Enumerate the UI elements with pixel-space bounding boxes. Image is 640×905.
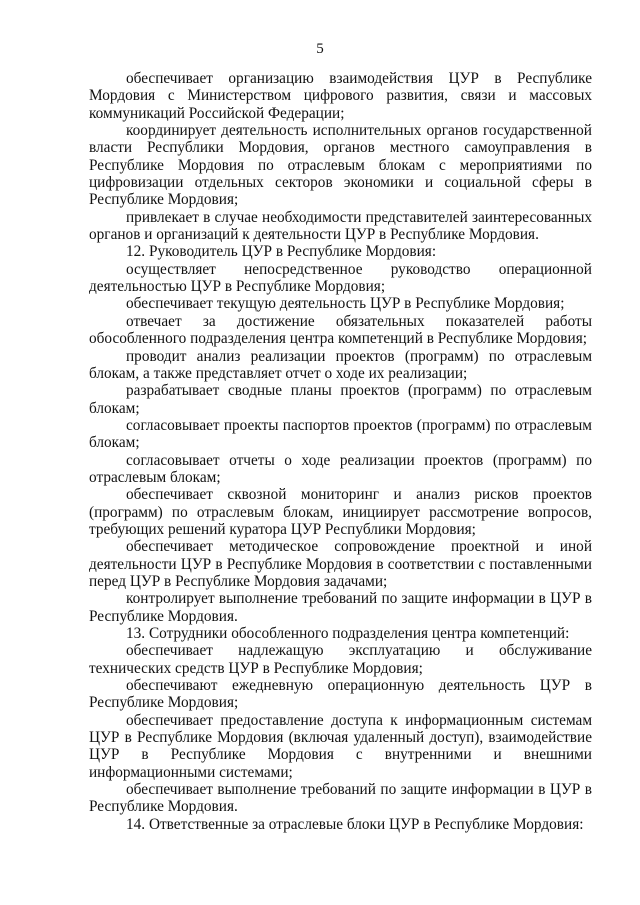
paragraph: обеспечивает организацию взаимодействия ЦУР в Республике Мордовия с Министерством цифрового развития, связи и массовых коммуникаций Российской Федерации; [89,70,592,122]
paragraph: разрабатывает сводные планы проектов (программ) по отраслевым блокам; [89,382,592,417]
paragraph: обеспечивает сквозной мониторинг и анализ рисков проектов (программ) по отраслевым блокам, инициирует рассмотрение вопросов, требующих решений куратора ЦУР Республики Мордовия; [89,486,592,538]
paragraph: обеспечивает предоставление доступа к информационным системам ЦУР в Республике Мордовия (включая удаленный доступ), взаимодействие ЦУР в Республике Мордовия с внутренними и внешними информационными системами; [89,711,592,781]
paragraph: контролирует выполнение требований по защите информации в ЦУР в Республике Мордовия. [89,590,592,625]
paragraph: привлекает в случае необходимости представителей заинтересованных органов и организаций к деятельности ЦУР в Республике Мордовия. [89,208,592,244]
paragraph: обеспечивают ежедневную операционную деятельность ЦУР в Республике Мордовия; [89,677,592,712]
section-heading-12: 12. Руководитель ЦУР в Республике Мордовия: [126,243,437,261]
paragraph: обеспечивает методическое сопровождение проектной и иной деятельности ЦУР в Республике Мордовия в соответствии с поставленными перед ЦУР в Республике Мордовия задачами; [89,538,592,590]
paragraph: обеспечивает надлежащую эксплуатацию и обслуживание технических средств ЦУР в Республике Мордовия; [89,642,592,677]
paragraph: обеспечивает выполнение требований по защите информации в ЦУР в Республике Мордовия. [89,781,592,816]
document-body [89,70,592,833]
paragraph: отвечает за достижение обязательных показателей работы обособленного подразделения центра компетенций в Республике Мордовия; [89,312,592,348]
paragraph: координирует деятельность исполнительных органов государственной власти Республики Мордовия, органов местного самоуправления в Республике Мордовия по отраслевым блокам с мероприятиями по цифровизации отдельных секторов экономики и социальной сферы в Республике Мордовия; [89,122,592,209]
paragraph: согласовывает отчеты о ходе реализации проектов (программ) по отраслевым блокам; [89,451,592,486]
paragraph: обеспечивает текущую деятельность ЦУР в Республике Мордовия; [126,295,565,313]
section-heading-13: 13. Сотрудники обособленного подразделения центра компетенций: [126,625,570,642]
page-number: 5 [316,41,324,57]
paragraph: осуществляет непосредственное руководство операционной деятельностью ЦУР в Республике Мордовия; [89,260,592,296]
section-heading-14: 14. Ответственные за отраслевые блоки ЦУР в Республике Мордовия: [126,815,584,833]
paragraph: согласовывает проекты паспортов проектов (программ) по отраслевым блокам; [89,416,592,452]
paragraph: проводит анализ реализации проектов (программ) по отраслевым блокам, а также представляет отчет о ходе их реализации; [89,347,592,382]
